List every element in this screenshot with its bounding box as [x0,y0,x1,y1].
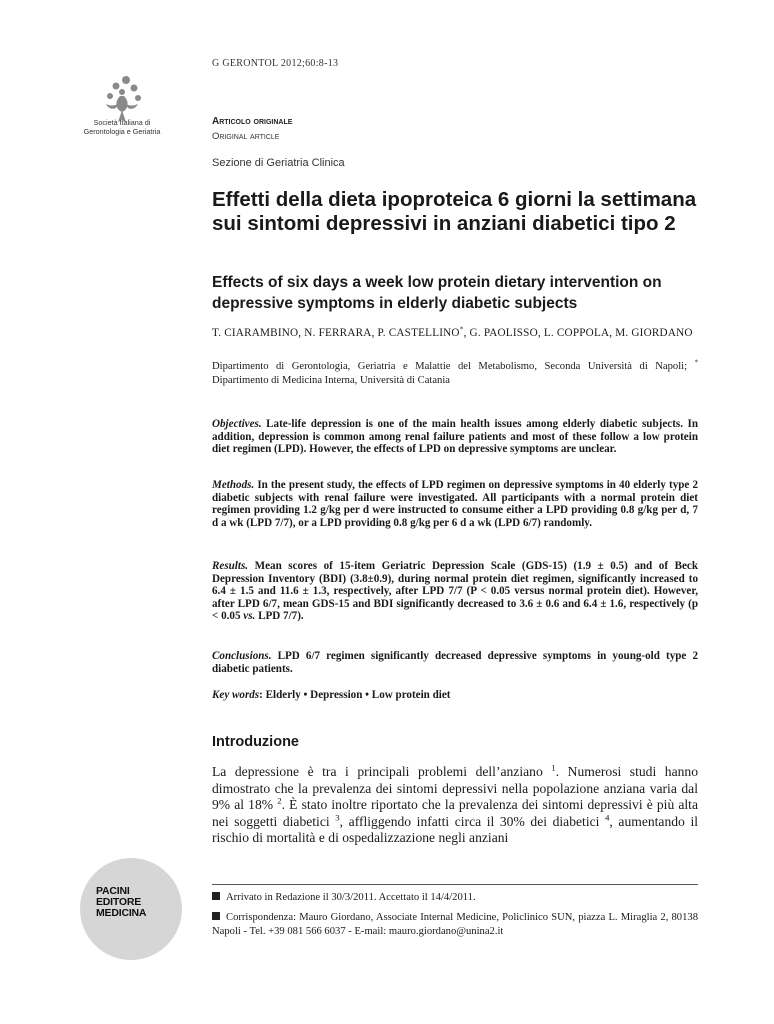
authors [212,326,702,340]
intro-text-1: La depressione è tra i principali problemi dell’anziano [212,764,552,779]
citation-3: 3 [335,811,340,822]
journal-section: Sezione di Geriatria Clinica [212,157,345,169]
affiliation-mark: * [694,359,698,367]
abstract-objectives [212,418,698,456]
footnote-received [212,891,698,905]
abstract-results [212,560,698,623]
introduction-paragraph [212,764,698,847]
publisher-line-1: PACINI [96,885,130,897]
introduction-heading: Introduzione [212,734,299,750]
abstract-methods [212,479,698,529]
methods-text: In the present study, the effects of LPD regimen on depressive symptoms in 40 elderly type 2 diabetic subjects with renal failure were investigated. All participants with a normal protein diet regimen providing 1.2 g/kg per d were instructed to consume either a LPD providing 0.8 g/kg per d, 7 d a wk (LPD 7/7), or a LPD providing 0.8 g/kg per 6 d a wk (LPD 6/7) randomly. [212,479,698,529]
conclusions-label: Conclusions. [212,650,272,662]
objectives-text: Late-life depression is one of the main health issues among elderly diabetic subjects. In addition, depression is common among renal failure patients and most of these follow a low protein diet regimen (LPD). However, the effects of LPD on depressive symptoms are unclear. [212,418,698,456]
footnote-divider [212,884,698,885]
authors-part-b: , G. PAOLISSO, L. COPPOLA, M. GIORDANO [463,327,693,339]
affiliation-part-a: Dipartimento di Gerontologia, Geriatria e Malattie del Metabolismo, Seconda Università di Napoli; [212,361,695,372]
article-type-english: Original article [212,131,280,142]
journal-reference: G GERONTOL 2012;60:8-13 [212,58,339,69]
article-type-italian: Articolo originale [212,116,293,127]
affiliation-part-b: Dipartimento di Medicina Interna, Università di Catania [212,374,450,386]
intro-text-3: . È stato inoltre riportato che la prevalenza dei sintomi depressivi è più alta nei soggetti diabetici [212,797,698,829]
publisher-line-3: MEDICINA [96,907,147,919]
tree-figure-logo-icon [96,74,148,124]
results-text-a: Mean scores of 15-item Geriatric Depression Scale (GDS-15) (1.9 ± 0.5) and of Beck Depression Inventory (BDI) (3.8±0.9), during normal protein diet regimen, significantly increased to 6.4 ± 1.5 and 11.6 ± 1.3, respectively, after LPD 7/7 (P < 0.05 versus normal protein diet). However, after LPD 6/7, mean GDS-15 and BDI significantly decreased to 3.6 ± 0.6 and 6.4 ± 1.6, respectively (p < 0.05 [212,560,698,623]
affiliation-mark: * [459,325,464,334]
results-text-b: LPD 7/7). [255,610,304,623]
citation-1: 1 [551,762,556,773]
publisher-logo [96,886,146,919]
methods-label: Methods. [212,479,255,491]
keywords-label: Key words [212,689,260,701]
correspondence-text: Corrispondenza: Mauro Giordano, Associate Internal Medicine, Policlinico SUN, piazza L. Miraglia 2, 80138 Napoli - Tel. +39 081 566 6037 - E-mail: mauro.giordano@unina2.it [212,912,698,937]
footnote-correspondence [212,911,698,939]
title-english: Effects of six days a week low protein dietary intervention on depressive symptoms in elderly diabetic subjects [212,274,662,312]
results-label: Results. [212,560,249,572]
keywords-text: : Elderly • Depression • Low protein diet [259,689,451,701]
results-vs: vs. [243,610,256,623]
abstract-keywords [212,689,698,702]
square-bullet-icon [212,912,220,920]
title-italian: Effetti della dieta ipoproteica 6 giorni la settimana sui sintomi depressivi in anziani diabetici tipo 2 [212,188,697,235]
affiliations [212,360,698,387]
publisher-line-2: EDITORE [96,896,142,908]
received-text: Arrivato in Redazione il 30/3/2011. Accettato il 14/4/2011. [226,892,476,903]
authors-part-a: T. CIARAMBINO, N. FERRARA, P. CASTELLINO [212,327,460,339]
conclusions-text: LPD 6/7 regimen significantly decreased depressive symptoms in young-old type 2 diabetic patients. [212,650,698,675]
intro-text-4: , affliggendo infatti circa il 30% dei diabetici [339,813,605,829]
intro-text-5: , aumentando il rischio di mortalità e di ospedalizzazione negli anziani [212,813,699,845]
citation-2: 2 [277,795,282,806]
society-name: Società Italiana di Gerontologia e Geriatria [83,118,161,136]
objectives-label: Objectives. [212,418,262,430]
square-bullet-icon [212,892,220,900]
citation-4: 4 [605,811,610,822]
abstract-conclusions [212,650,698,675]
intro-text-2: . Numerosi studi hanno dimostrato che la prevalenza dei sintomi depressivi nella popolazione anziana varia dal 9% al 18% [212,764,698,812]
